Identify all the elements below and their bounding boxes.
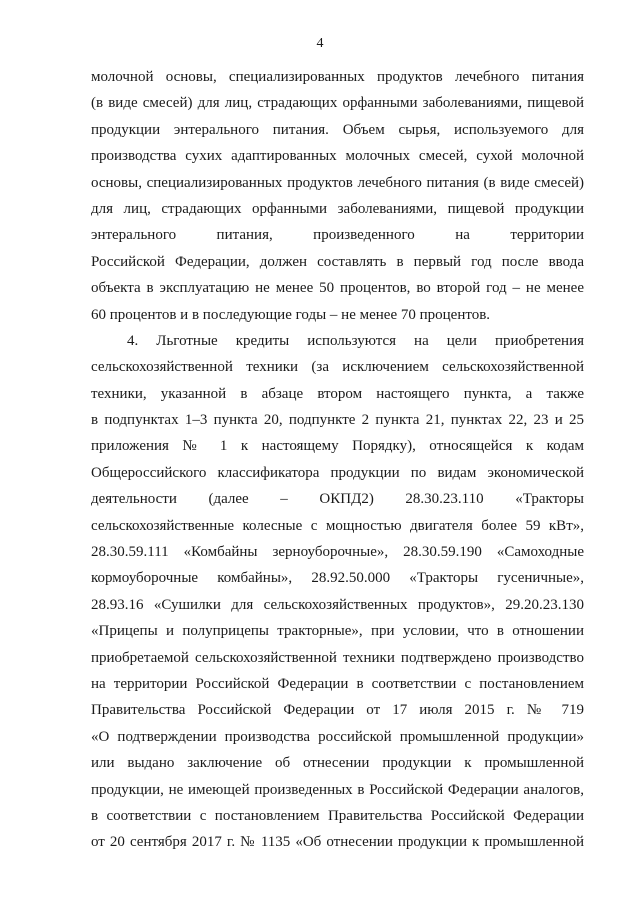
paragraph-end-line: 60 процентов и в последующие годы – не менее 70 процентов. [91,306,491,323]
text-line: энтерального питания, произведенного на территории [91,227,584,244]
text-line: объекта в эксплуатацию не менее 50 процентов, во второй год – не менее [91,280,584,297]
text-line: в соответствии с постановлением Правительства Российской Федерации [91,807,584,824]
text-line: продукции, не имеющей произведенных в Российской Федерации аналогов, [91,781,584,798]
body-text [91,64,584,856]
text-line: «Прицепы и полуприцепы тракторные», при условии, что в отношении [91,623,584,640]
text-line: Общероссийского классификатора продукции по видам экономической [91,464,584,481]
text-line: или выдано заключение об отнесении продукции к промышленной [91,755,584,772]
text-line: Российской Федерации, должен составлять в первый год после ввода [91,253,584,270]
text-line: сельскохозяйственные колесные с мощностью двигателя более 59 кВт», [91,517,584,534]
text-line: приложения № 1 к настоящему Порядку), относящейся к кодам [91,438,584,455]
text-line: (в виде смесей) для лиц, страдающих орфанными заболеваниями, пищевой [91,95,584,112]
text-line: производства сухих адаптированных молочных смесей, сухой молочной [91,148,584,165]
text-line: от 20 сентября 2017 г. № 1135 «Об отнесении продукции к промышленной [91,834,584,851]
text-line: 28.30.59.111 «Комбайны зерноуборочные», 28.30.59.190 «Самоходные [91,544,584,561]
paragraph-start-line: 4. Льготные кредиты используются на цели приобретения [127,332,584,349]
text-line: молочной основы, специализированных продуктов лечебного питания [91,69,584,85]
text-line: продукции энтерального питания. Объем сырья, используемого для [91,121,584,138]
text-line: в подпунктах 1–3 пункта 20, подпункте 2 пункта 21, пунктах 22, 23 и 25 [91,412,584,429]
text-line: деятельности (далее – ОКПД2) 28.30.23.110 «Тракторы [91,491,584,508]
text-line: на территории Российской Федерации в соответствии с постановлением [91,675,584,692]
text-line: кормоуборочные комбайны», 28.92.50.000 «Тракторы гусеничные», [91,570,584,587]
text-line: «О подтверждении производства российской промышленной продукции» [91,728,584,745]
page-number: 4 [316,36,324,51]
text-line: для лиц, страдающих орфанными заболеваниями, пищевой продукции [91,200,584,217]
text-line: основы, специализированных продуктов лечебного питания (в виде смесей) [91,174,584,191]
text-line: 28.93.16 «Сушилки для сельскохозяйственных продуктов», 29.20.23.130 [91,596,584,613]
text-line: сельскохозяйственной техники (за исключением сельскохозяйственной [91,359,584,376]
text-line: приобретаемой сельскохозяйственной техники подтверждено производство [91,649,584,666]
text-line: Правительства Российской Федерации от 17 июля 2015 г. № 719 [91,702,584,719]
text-line: техники, указанной в абзаце втором настоящего пункта, а также [91,385,584,402]
